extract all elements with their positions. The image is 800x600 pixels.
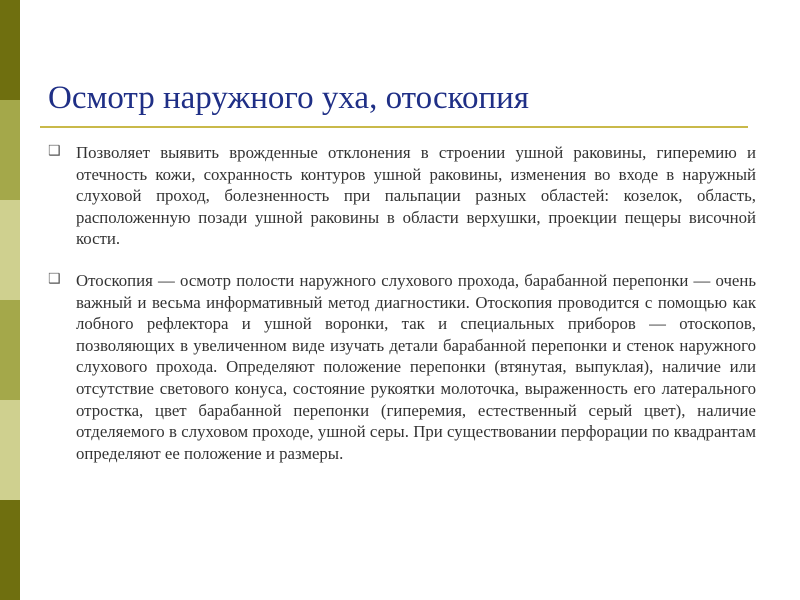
side-stripe-segment	[0, 400, 20, 500]
slide-title: Осмотр наружного уха, отоскопия	[48, 80, 529, 116]
side-stripe-segment	[0, 500, 20, 600]
bullet-box-icon: ❑	[48, 143, 61, 159]
side-stripe-segment	[0, 100, 20, 200]
bullet-text: Отоскопия — осмотр полости наружного слухового прохода, барабанной перепонки — очень важный и весьма информативный метод диагностики. Отоскопия проводится с помощью как лобного рефлектора и ушной воронки, так и специальных приборов — отоскопов, позволяющих в увеличенном виде изучать детали барабанной перепонки и стенок наружного слухового прохода. Определяют положение перепонки (втянутая, выпуклая), наличие или отсутствие светового конуса, состояние рукоятки молоточка, выраженность его латерального отростка, цвет барабанной перепонки (гиперемия, естественный серый цвет), наличие отделяемого в слуховом проходе, ушной серы. При существовании перфорации по квадрантам определяют ее положение и размеры.	[76, 270, 756, 463]
title-underline	[40, 126, 748, 128]
bullet-item	[48, 270, 756, 464]
bullet-box-icon: ❑	[48, 270, 61, 287]
side-stripe-segment	[0, 0, 20, 100]
side-stripe-segment	[0, 300, 20, 400]
bullet-item	[48, 142, 756, 250]
bullet-list	[48, 142, 756, 464]
bullet-text: Позволяет выявить врожденные отклонения в строении ушной раковины, гиперемию и отечность кожи, сохранность контуров ушной раковины, изменения во входе в наружный слуховой проход, болезненность при пальпации разных областей: козелок, область, расположенную позади ушной раковины в области верхушки, проекции пещеры височной кости.	[76, 143, 756, 249]
side-stripe-segment	[0, 200, 20, 300]
